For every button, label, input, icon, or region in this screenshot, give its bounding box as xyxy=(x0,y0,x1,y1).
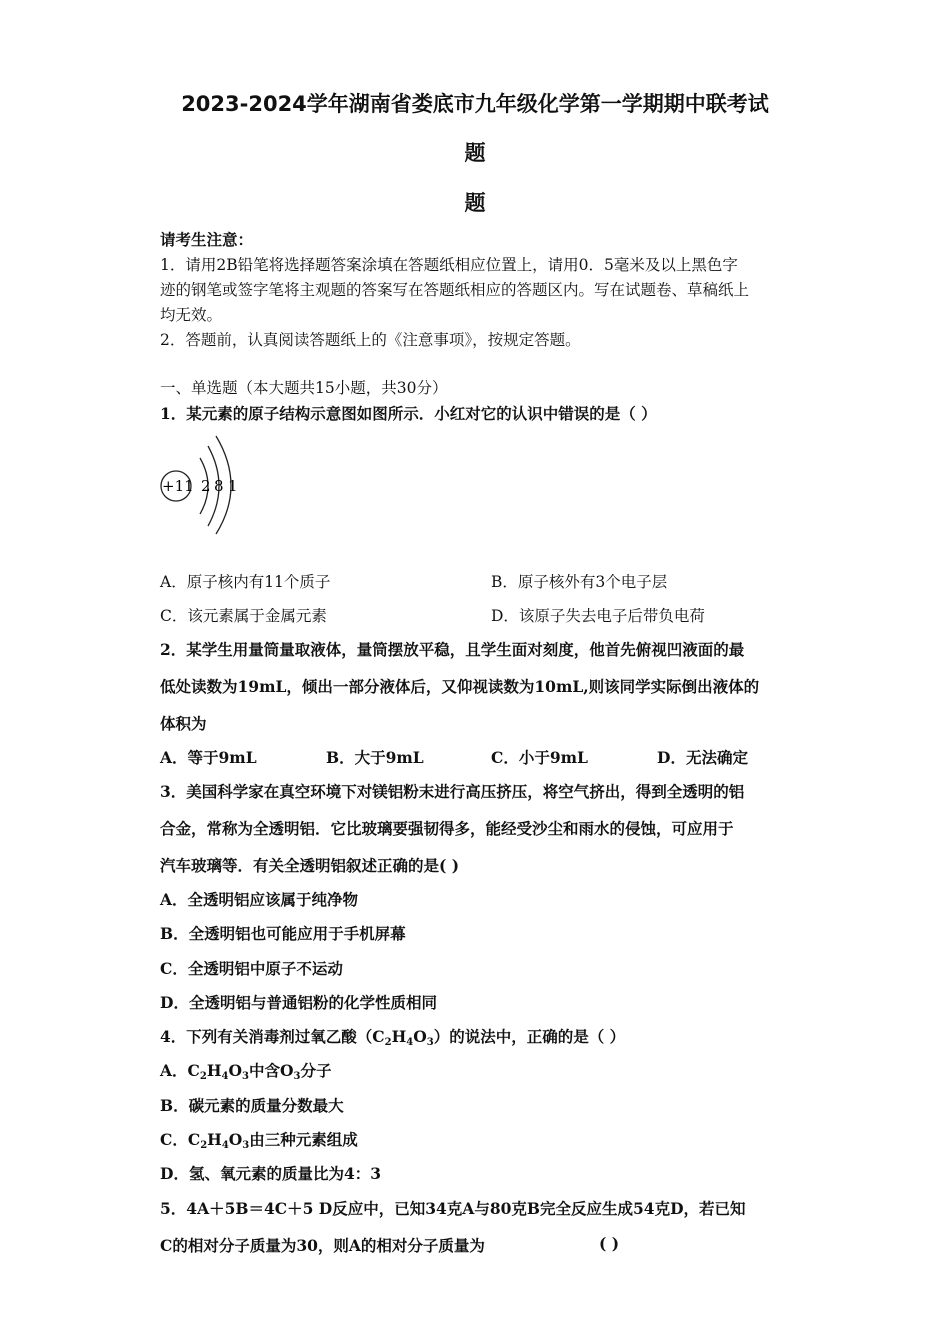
q4-option-d: D．氢、氧元素的质量比为4：3 xyxy=(160,1164,382,1183)
notice-item2: 2．答题前，认真阅读答题纸上的《注意事项》，按规定答题。 xyxy=(160,331,581,349)
q1-option-b: B．原子核外有3个电子层 xyxy=(491,573,668,591)
q1-stem: 1．某元素的原子结构示意图如图所示．小红对它的认识中错误的是（ ） xyxy=(160,404,657,423)
q4-stem: 4．下列有关消毒剂过氧乙酸$(C_2H_4O_3)$的说法中，正确的是（ ） xyxy=(160,1027,626,1048)
atom-structure-diagram xyxy=(158,430,248,535)
notice-item1-line3: 均无效。 xyxy=(160,306,223,324)
q2-option-a: A．等于9mL xyxy=(160,748,257,767)
page-title-line1: 2023-2024学年湖南省娄底市九年级化学第一学期期中联考试 xyxy=(181,92,769,116)
page-title-line2: 题 xyxy=(464,141,486,165)
page-title-line3: 题 xyxy=(464,191,486,215)
q2-stem-line1: 2．某学生用量筒量取液体，量筒摆放平稳，且学生面对刻度，他首先俯视凹液面的最 xyxy=(160,640,745,659)
q3-option-a: A．全透明铝应该属于纯净物 xyxy=(160,890,359,909)
shell-2-electrons: 8 xyxy=(214,477,224,495)
notice-item1-line2: 迹的钢笔或签字笔将主观题的答案写在答题纸相应的答题区内。写在试题卷、草稿纸上 xyxy=(160,281,750,299)
q1-option-d: D．该原子失去电子后带负电荷 xyxy=(491,607,705,625)
q1-option-c: C．该元素属于金属元素 xyxy=(160,607,327,625)
q4-option-b: B．碳元素的质量分数最大 xyxy=(160,1096,344,1115)
q2-option-d: D．无法确定 xyxy=(657,748,748,767)
q4-option-a: A．$C_2H_4O_3$中含$O_3$分子 xyxy=(160,1061,332,1082)
shell-1-electrons: 2 xyxy=(201,477,211,495)
q3-stem-line1: 3．美国科学家在真空环境下对镁铝粉末进行高压挤压，将空气挤出，得到全透明的铝 xyxy=(160,782,745,801)
q3-stem-line2: 合金，常称为全透明铝．它比玻璃要强韧得多，能经受沙尘和雨水的侵蚀，可应用于 xyxy=(160,819,734,838)
q3-option-b: B．全透明铝也可能应用于手机屏幕 xyxy=(160,924,406,943)
q3-option-c: C．全透明铝中原子不运动 xyxy=(160,959,343,978)
q5-stem-line2: C的相对分子质量为30，则A的相对分子质量为 xyxy=(160,1236,485,1255)
shell-3-electrons: 1 xyxy=(228,477,238,495)
q5-answer-paren: ( ) xyxy=(599,1234,620,1253)
q2-option-b: B．大于9mL xyxy=(326,748,424,767)
nucleus-charge: +11 xyxy=(162,477,194,495)
q3-option-d: D．全透明铝与普通铝粉的化学性质相同 xyxy=(160,993,437,1012)
q3-stem-line3: 汽车玻璃等．有关全透明铝叙述正确的是( ) xyxy=(160,856,460,875)
notice-heading: 请考生注意： xyxy=(160,230,254,249)
q4-option-c: C．$C_2H_4O_3$由三种元素组成 xyxy=(160,1130,358,1151)
q5-stem-line1: 5．4A＋5B＝4C＋5 D反应中，已知34克A与80克B完全反应生成54克D，若已知 xyxy=(160,1199,746,1218)
q2-option-c: C．小于9mL xyxy=(491,748,588,767)
section-heading: 一、单选题（本大题共15小题，共30分） xyxy=(160,379,448,397)
q1-option-a: A．原子核内有11个质子 xyxy=(160,573,331,591)
notice-item1-line1: 1．请用2B铅笔将选择题答案涂填在答题纸相应位置上，请用0．5毫米及以上黑色字 xyxy=(160,256,738,274)
q2-stem-line3: 体积为 xyxy=(160,714,207,733)
q2-stem-line2: 低处读数为19mL，倾出一部分液体后，又仰视读数为10mL,则该同学实际倒出液体的 xyxy=(160,677,760,696)
